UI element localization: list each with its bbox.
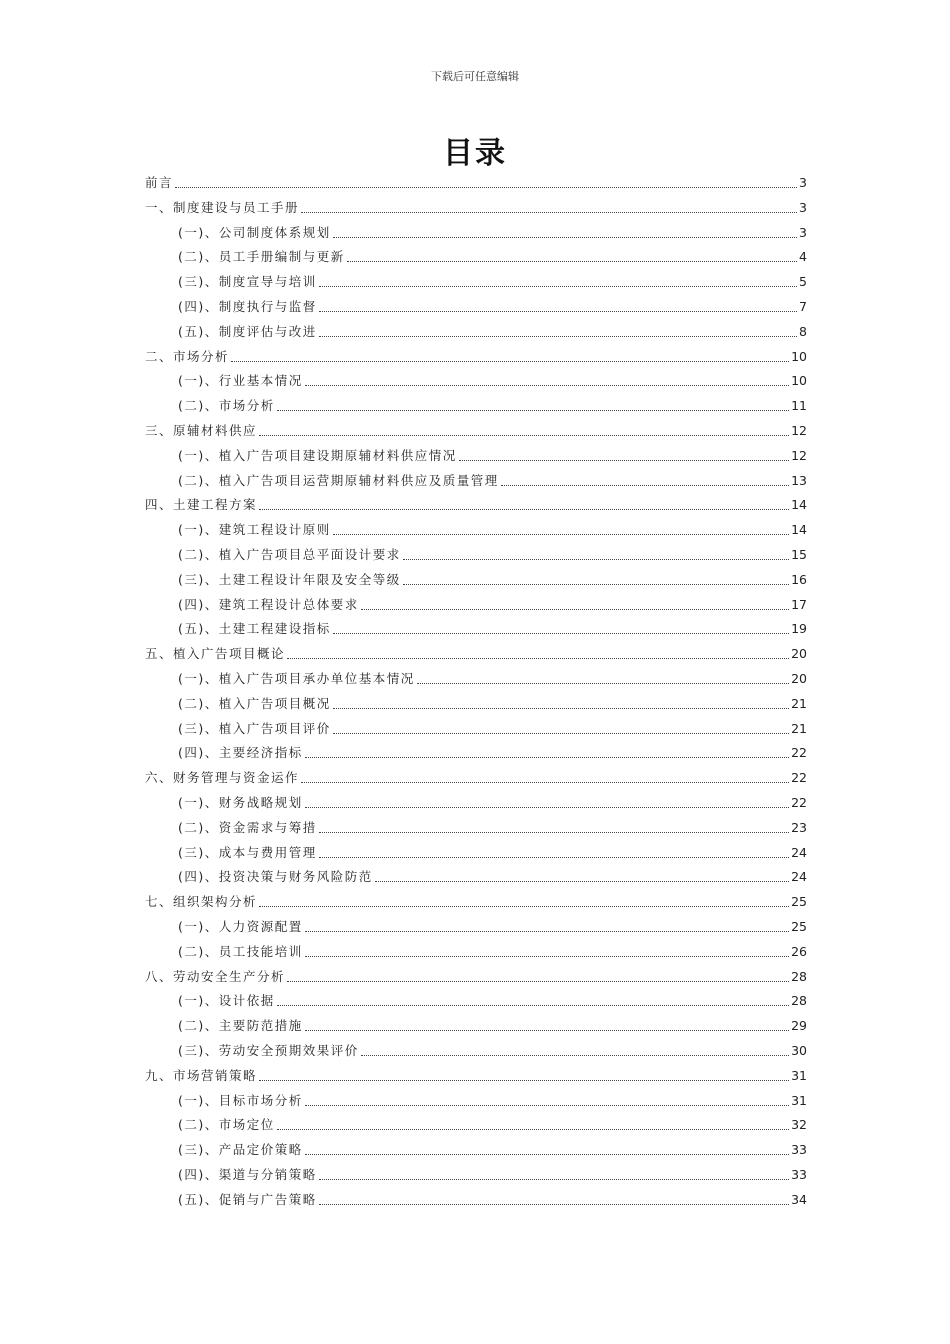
toc-entry-page: 34 bbox=[791, 1191, 807, 1207]
toc-entry-label: (二)、植入广告项目运营期原辅材料供应及质量管理 bbox=[178, 472, 499, 488]
toc-entry[interactable] bbox=[178, 745, 807, 761]
toc-leader-dots bbox=[305, 807, 789, 808]
toc-entry-label: (二)、员工手册编制与更新 bbox=[178, 249, 345, 265]
toc-entry[interactable] bbox=[178, 547, 807, 563]
toc-entry-page: 19 bbox=[791, 621, 807, 637]
toc-entry-label: (一)、植入广告项目承办单位基本情况 bbox=[178, 671, 415, 686]
toc-entry[interactable] bbox=[178, 373, 807, 389]
toc-entry-label: 九、市场营销策略 bbox=[145, 1067, 258, 1083]
toc-entry[interactable] bbox=[178, 671, 807, 687]
toc-entry-label: (一)、行业基本情况 bbox=[178, 373, 303, 389]
toc-entry[interactable] bbox=[145, 200, 807, 216]
toc-leader-dots bbox=[305, 931, 789, 932]
toc-entry-label: 前言 bbox=[145, 175, 174, 190]
toc-entry-label: (一)、公司制度体系规划 bbox=[178, 224, 331, 240]
toc-leader-dots bbox=[305, 1030, 789, 1031]
toc-entry-page: 33 bbox=[791, 1142, 807, 1158]
toc-entry[interactable] bbox=[178, 249, 807, 265]
toc-leader-dots bbox=[277, 410, 789, 411]
toc-leader-dots bbox=[375, 881, 789, 882]
toc-entry-page: 22 bbox=[791, 745, 807, 761]
toc-leader-dots bbox=[417, 683, 789, 684]
toc-entry-label: (五)、制度评估与改进 bbox=[178, 323, 317, 339]
toc-entry[interactable] bbox=[178, 274, 807, 290]
toc-entry-page: 4 bbox=[799, 249, 807, 265]
toc-entry[interactable] bbox=[178, 919, 807, 935]
toc-entry-label: (一)、目标市场分析 bbox=[178, 1092, 303, 1108]
toc-entry-page: 15 bbox=[791, 547, 807, 562]
toc-entry[interactable] bbox=[178, 1167, 807, 1183]
toc-entry-label: (五)、促销与广告策略 bbox=[178, 1191, 317, 1207]
toc-leader-dots bbox=[319, 311, 797, 312]
toc-leader-dots bbox=[347, 261, 797, 262]
toc-leader-dots bbox=[319, 336, 797, 337]
toc-leader-dots bbox=[305, 1105, 789, 1106]
toc-entry-label: (四)、投资决策与财务风险防范 bbox=[178, 869, 373, 885]
toc-entry-page: 10 bbox=[791, 348, 807, 364]
toc-entry-label: (二)、资金需求与筹措 bbox=[178, 819, 317, 835]
toc-entry[interactable] bbox=[178, 1192, 807, 1208]
toc-entry[interactable] bbox=[145, 349, 807, 365]
toc-leader-dots bbox=[259, 435, 789, 436]
toc-leader-dots bbox=[319, 857, 789, 858]
toc-entry[interactable] bbox=[178, 696, 807, 712]
toc-entry-page: 17 bbox=[791, 596, 807, 612]
toc-entry-page: 33 bbox=[791, 1167, 807, 1182]
toc-entry[interactable] bbox=[178, 597, 807, 613]
toc-entry-page: 31 bbox=[791, 1067, 807, 1083]
toc-entry-label: (一)、植入广告项目建设期原辅材料供应情况 bbox=[178, 447, 457, 463]
toc-entry-label: (一)、设计依据 bbox=[178, 993, 275, 1009]
toc-entry[interactable] bbox=[178, 522, 807, 538]
toc-leader-dots bbox=[301, 782, 789, 783]
toc-entry-page: 31 bbox=[791, 1092, 807, 1108]
toc-entry-label: (三)、成本与费用管理 bbox=[178, 844, 317, 860]
toc-entry-label: 五、植入广告项目概论 bbox=[145, 646, 286, 662]
toc-entry-page: 25 bbox=[791, 894, 807, 910]
toc-leader-dots bbox=[305, 1154, 789, 1155]
toc-entry-label: (五)、土建工程建设指标 bbox=[178, 621, 331, 637]
toc-entry[interactable] bbox=[178, 621, 807, 637]
toc-entry-label: 三、原辅材料供应 bbox=[145, 423, 258, 438]
toc-entry-page: 5 bbox=[799, 274, 807, 290]
toc-leader-dots bbox=[459, 460, 789, 461]
toc-entry-label: 六、财务管理与资金运作 bbox=[145, 770, 300, 786]
toc-entry-label: 七、组织架构分析 bbox=[145, 894, 258, 910]
toc-entry-label: (二)、市场分析 bbox=[178, 398, 275, 414]
toc-leader-dots bbox=[319, 832, 789, 833]
toc-leader-dots bbox=[301, 212, 797, 213]
toc-entry-label: (二)、主要防范措施 bbox=[178, 1018, 303, 1034]
toc-entry[interactable] bbox=[145, 969, 807, 985]
toc-leader-dots bbox=[277, 1005, 789, 1006]
toc-entry-page: 24 bbox=[791, 844, 807, 860]
toc-entry-label: (二)、市场定位 bbox=[178, 1117, 275, 1133]
toc-entry-label: (三)、产品定价策略 bbox=[178, 1142, 303, 1158]
toc-entry-page: 7 bbox=[799, 299, 807, 314]
toc-entry-label: 二、市场分析 bbox=[145, 348, 230, 364]
toc-entry-page: 24 bbox=[791, 869, 807, 885]
toc-entry[interactable] bbox=[178, 1018, 807, 1034]
page-title: 目录 bbox=[443, 136, 507, 171]
toc-entry-page: 3 bbox=[799, 224, 807, 240]
toc-entry[interactable] bbox=[178, 324, 807, 340]
toc-leader-dots bbox=[259, 1080, 789, 1081]
toc-entry[interactable] bbox=[178, 845, 807, 861]
toc-entry[interactable] bbox=[178, 225, 807, 241]
toc-leader-dots bbox=[277, 1129, 789, 1130]
toc-leader-dots bbox=[175, 187, 797, 188]
toc-entry[interactable] bbox=[145, 1068, 807, 1084]
toc-leader-dots bbox=[319, 286, 797, 287]
toc-entry[interactable] bbox=[178, 398, 807, 414]
toc-entry[interactable] bbox=[145, 646, 807, 662]
toc-entry-page: 30 bbox=[791, 1043, 807, 1058]
toc-entry-label: (一)、建筑工程设计原则 bbox=[178, 522, 331, 538]
toc-entry-label: (一)、财务战略规划 bbox=[178, 795, 303, 810]
toc-leader-dots bbox=[333, 237, 797, 238]
toc-leader-dots bbox=[319, 1179, 789, 1180]
toc-entry-label: (四)、建筑工程设计总体要求 bbox=[178, 596, 359, 612]
toc-entry-page: 12 bbox=[791, 423, 807, 438]
toc-entry-page: 23 bbox=[791, 819, 807, 835]
toc-leader-dots bbox=[333, 534, 789, 535]
toc-entry[interactable] bbox=[178, 993, 807, 1009]
toc-leader-dots bbox=[259, 906, 789, 907]
toc-entry-page: 11 bbox=[791, 398, 807, 414]
toc-entry-label: (四)、主要经济指标 bbox=[178, 745, 303, 761]
toc-entry[interactable] bbox=[178, 572, 807, 588]
toc-entry-page: 21 bbox=[791, 695, 807, 711]
toc-entry-page: 16 bbox=[791, 571, 807, 587]
toc-leader-dots bbox=[333, 733, 789, 734]
toc-entry-page: 20 bbox=[791, 671, 807, 686]
toc-entry[interactable] bbox=[145, 423, 807, 439]
toc-entry[interactable] bbox=[178, 820, 807, 836]
toc-leader-dots bbox=[361, 609, 789, 610]
toc-entry-page: 22 bbox=[791, 770, 807, 786]
toc-leader-dots bbox=[361, 1055, 789, 1056]
toc-entry-page: 12 bbox=[791, 447, 807, 463]
toc-entry-label: (三)、植入广告项目评价 bbox=[178, 720, 331, 736]
toc-entry[interactable] bbox=[178, 869, 807, 885]
toc-entry[interactable] bbox=[178, 1142, 807, 1158]
toc-leader-dots bbox=[305, 757, 789, 758]
toc-entry[interactable] bbox=[178, 944, 807, 960]
toc-entry[interactable] bbox=[145, 894, 807, 910]
toc-entry-label: (二)、员工技能培训 bbox=[178, 943, 303, 959]
toc-entry-page: 20 bbox=[791, 646, 807, 662]
toc-entry[interactable] bbox=[178, 1093, 807, 1109]
toc-entry-page: 32 bbox=[791, 1117, 807, 1133]
toc-entry[interactable] bbox=[145, 770, 807, 786]
toc-entry[interactable] bbox=[178, 473, 807, 489]
toc-entry[interactable] bbox=[145, 175, 807, 191]
toc-leader-dots bbox=[319, 1204, 789, 1205]
toc-entry-page: 14 bbox=[791, 497, 807, 513]
toc-leader-dots bbox=[287, 658, 789, 659]
toc-entry-page: 13 bbox=[791, 472, 807, 488]
toc-leader-dots bbox=[287, 981, 789, 982]
toc-entry-page: 25 bbox=[791, 919, 807, 934]
toc-entry[interactable] bbox=[178, 448, 807, 464]
toc-entry-label: (四)、制度执行与监督 bbox=[178, 299, 317, 314]
toc-entry-page: 28 bbox=[791, 968, 807, 984]
toc-entry-label: (二)、植入广告项目总平面设计要求 bbox=[178, 547, 401, 562]
toc-entry[interactable] bbox=[178, 1043, 807, 1059]
toc-entry-label: (四)、渠道与分销策略 bbox=[178, 1167, 317, 1182]
toc-entry-page: 10 bbox=[791, 373, 807, 389]
toc-entry-page: 3 bbox=[799, 199, 807, 215]
toc-entry-page: 28 bbox=[791, 993, 807, 1009]
toc-leader-dots bbox=[333, 708, 789, 709]
toc-entry-label: 八、劳动安全生产分析 bbox=[145, 968, 286, 984]
toc-entry-page: 26 bbox=[791, 943, 807, 959]
toc-leader-dots bbox=[305, 385, 789, 386]
toc-entry-label: 一、制度建设与员工手册 bbox=[145, 199, 300, 215]
toc-leader-dots bbox=[333, 633, 789, 634]
toc-entry-label: (三)、制度宣导与培训 bbox=[178, 274, 317, 290]
toc-leader-dots bbox=[305, 956, 789, 957]
toc-leader-dots bbox=[231, 361, 789, 362]
toc-entry-label: (二)、植入广告项目概况 bbox=[178, 695, 331, 711]
toc-entry-page: 29 bbox=[791, 1018, 807, 1034]
toc-entry-label: (一)、人力资源配置 bbox=[178, 919, 303, 934]
toc-entry-label: 四、土建工程方案 bbox=[145, 497, 258, 513]
page-header: 下载后可任意编辑 bbox=[431, 70, 519, 83]
toc-leader-dots bbox=[259, 509, 789, 510]
toc-leader-dots bbox=[403, 584, 789, 585]
toc-entry[interactable] bbox=[178, 1117, 807, 1133]
toc-entry[interactable] bbox=[145, 497, 807, 513]
toc-entry[interactable] bbox=[178, 299, 807, 315]
toc-entry-page: 8 bbox=[799, 323, 807, 339]
toc-leader-dots bbox=[501, 485, 789, 486]
toc-entry-page: 21 bbox=[791, 720, 807, 736]
toc-entry-label: (三)、劳动安全预期效果评价 bbox=[178, 1043, 359, 1058]
toc-entry-page: 3 bbox=[799, 175, 807, 190]
toc-entry-page: 22 bbox=[791, 795, 807, 810]
toc-entry-label: (三)、土建工程设计年限及安全等级 bbox=[178, 571, 401, 587]
toc-entry-page: 14 bbox=[791, 522, 807, 538]
toc-entry[interactable] bbox=[178, 795, 807, 811]
toc-entry[interactable] bbox=[178, 721, 807, 737]
toc-leader-dots bbox=[403, 559, 789, 560]
